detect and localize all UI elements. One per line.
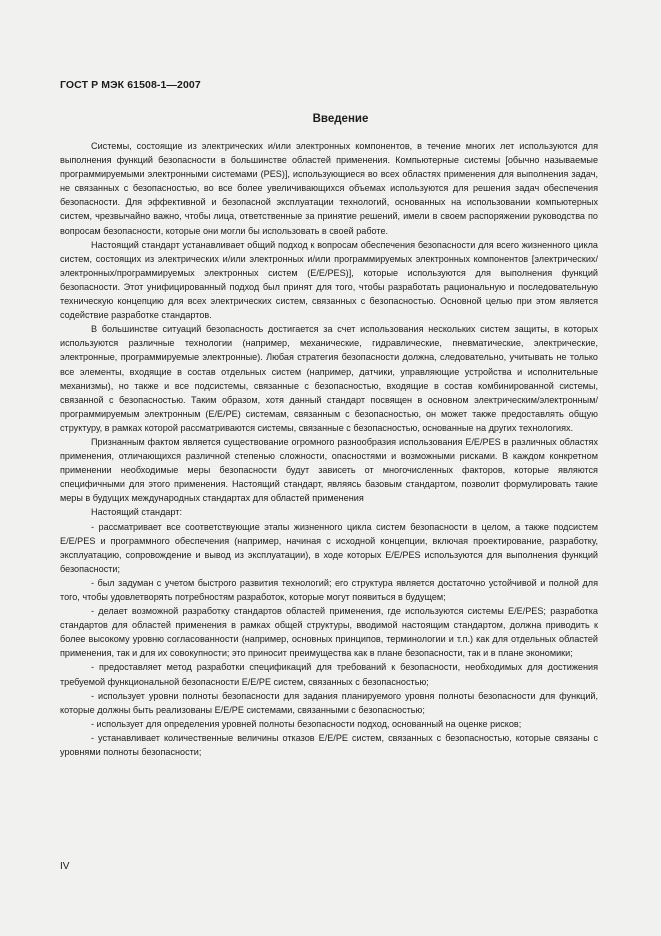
list-item: - был задуман с учетом быстрого развития технологий; его структура является достаточно устойчивой и полной для того, чтобы удовлетворять потребностям разработок, которые могут появиться в будущем; (60, 577, 598, 602)
list-item: - делает возможной разработку стандартов областей применения, где используются системы E/E/PES; разработка стандартов для областей применения в рамках общей структуры, вводимой настоящим стандартом, должна приводить к более высокому уровню согласованности (например, основных принципов, терминологии и т.п.) как для отдельных областей применения, так и для их совокупности; это приносит преимущества как в плане безопасности, так и в плане экономики; (60, 606, 598, 659)
list-item: - использует уровни полноты безопасности для задания планируемого уровня полноты безопасности для функций, которые должны быть реализованы E/E/PE системами, связанными с безопасностью; (60, 690, 598, 715)
standard-header: ГОСТ Р МЭК 61508-1—2007 (60, 79, 201, 91)
section-title-text: Введение (312, 113, 369, 125)
list-item: - устанавливает количественные величины отказов E/E/PE систем, связанных с безопасностью, которые связаны с уровнями полноты безопасности; (60, 732, 598, 758)
paragraph: Системы, состоящие из электрических и/или электронных компонентов, в течение многих лет используются для выполнения функций безопасности в большинстве областей применения. Компьютерные системы [обычно называемые программируемыми электронными системами (PES)], использующиеся во всех областях применения для выполнения задач, не связанных с безопасностью, во все более увеличивающихся объемах используются для решения задач обеспечения безопасности. Для эффективной и безопасной эксплуатации технологий, основанных на использовании компьютерных систем, чрезвычайно важно, чтобы лица, ответственные за принятие решений, имели в своем распоряжении руководства по вопросам безопасности, которые они могли бы использовать в своей работе. (60, 141, 598, 236)
page-number: IV (60, 861, 70, 872)
paragraph: Признанным фактом является существование огромного разнообразия использования E/E/PES в различных областях применения, отличающихся различной степенью сложности, опасностями и возможными рисками. В каждом конкретном применении необходимые меры безопасности будут зависеть от многочисленных факторов, которые являются специфичными для этого применения. Настоящий стандарт, являясь базовым стандартом, позволит формулировать такие меры в будущих международных стандартах для областей применения (60, 436, 598, 504)
paragraph: Настоящий стандарт: (91, 507, 182, 518)
paragraph: Настоящий стандарт устанавливает общий подход к вопросам обеспечения безопасности для всего жизненного цикла систем, состоящих из электрических и/или электронных и/или программируемых электронных компонентов [электрических/ электронных/программируемых электронных систем (E/E/PES)], которые используются для выполнения функций безопасности. Этот унифицированный подход был принят для того, чтобы разработать рациональную и последовательную техническую концепцию для всех электрических систем, связанных с безопасностью. Основной целью при этом является содействие разработке стандартов. (60, 239, 598, 321)
paragraph: В большинстве ситуаций безопасность достигается за счет использования нескольких систем защиты, в которых используются различные технологии (например, механические, гидравлические, пневматические, электрические, электронные, программируемые электронные). Любая стратегия безопасности должна, следовательно, учитывать не только все элементы, входящие в состав отдельных систем (например, датчики, управляющие устройства и исполнительные механизмы), но также и все подсистемы, связанные с безопасностью, входящие в состав комбинированной системы, связанной с безопасностью. Таким образом, хотя данный стандарт посвящен в основном электрическим/электронным/программируемым электронным (E/E/PE) системам, связанным с безопасностью, он может также предоставлять общую структуру, в рамках которой рассматриваются системы, связанные с безопасностью, основанные на других технологиях. (60, 324, 598, 433)
body-text (60, 139, 598, 759)
list-item: - предоставляет метод разработки спецификаций для требований к безопасности, необходимых для достижения требуемой функциональной безопасности E/E/PE систем, связанных с безопасностью; (60, 662, 598, 687)
section-title (0, 113, 661, 125)
list-item: - рассматривает все соответствующие этапы жизненного цикла систем безопасности в целом, а также подсистем E/E/PES и программного обеспечения (например, начиная с исходной концепции, включая проектирование, разработку, эксплуатацию, сопровождение и вывод из эксплуатации), в ходе которых E/E/PES используются для выполнения функций безопасности; (60, 521, 598, 574)
list-item: - использует для определения уровней полноты безопасности подход, основанный на оценке рисков; (91, 718, 522, 729)
